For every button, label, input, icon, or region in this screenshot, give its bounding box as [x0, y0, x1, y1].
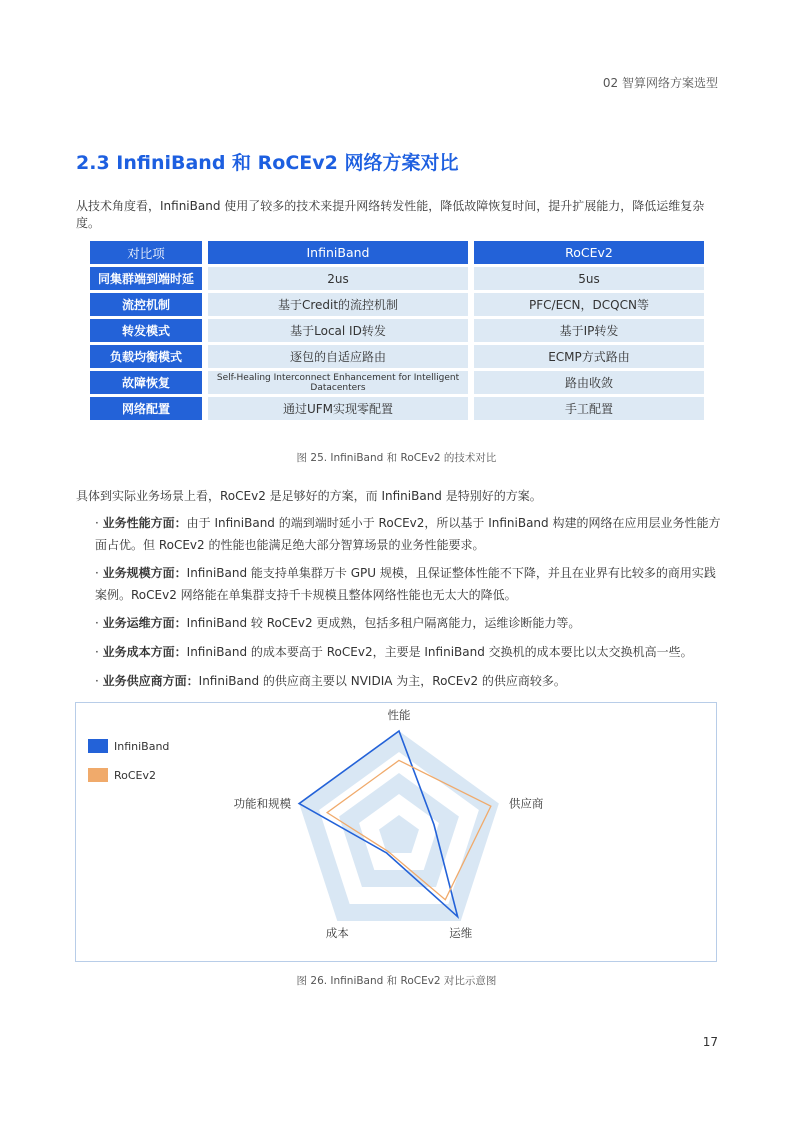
table-row — [90, 397, 704, 420]
bullet-lead: 业务运维方面： — [102, 616, 187, 630]
cell-infiniband: Self-Healing Interconnect Enhancement for Intelligent Datacenters — [208, 371, 468, 394]
bullet-ops: · 业务运维方面：InfiniBand 较 RoCEv2 更成熟，包括多租户隔离能力，运维诊断能力等。 — [95, 616, 581, 630]
row-label: 流控机制 — [90, 293, 202, 316]
section-title: 2.3 InfiniBand 和 RoCEv2 网络方案对比 — [76, 152, 459, 174]
bullet-lead: 业务供应商方面： — [102, 674, 199, 688]
cell-rocev2: 5us — [474, 267, 704, 290]
table-row — [90, 293, 704, 316]
cell-infiniband: 2us — [208, 267, 468, 290]
table-header-rocev2: RoCEv2 — [474, 241, 704, 264]
bullet-text: InfiniBand 较 RoCEv2 更成熟，包括多租户隔离能力，运维诊断能力等。 — [186, 616, 581, 630]
comparison-table — [84, 238, 710, 423]
cell-rocev2: PFC/ECN，DCQCN等 — [474, 293, 704, 316]
table-row — [90, 319, 704, 342]
bullet-lead: 业务性能方面： — [102, 516, 187, 530]
table-header-infiniband: InfiniBand — [208, 241, 468, 264]
figure-caption: 图 26. InfiniBand 和 RoCEv2 对比示意图 — [296, 975, 497, 987]
table-row — [90, 371, 704, 394]
bullet-supplier: · 业务供应商方面：InfiniBand 的供应商主要以 NVIDIA 为主，RoCEv2 的供应商较多。 — [95, 674, 566, 688]
row-label: 转发模式 — [90, 319, 202, 342]
radar-axis-label: 性能 — [387, 708, 411, 722]
legend-label: RoCEv2 — [114, 768, 157, 782]
bullet-lead: 业务成本方面： — [102, 645, 187, 659]
intro-paragraph: 从技术角度看，InfiniBand 使用了较多的技术来提升网络转发性能，降低故障恢复时间，提升扩展能力，降低运维复杂度。 — [76, 199, 705, 230]
bullet-scale: · 业务规模方面：InfiniBand 能支持单集群万卡 GPU 规模，且保证整体性能不下降，并且在业界有比较多的商用实践案例。RoCEv2 网络能在单集群支持千卡规模且整体网络性能也无太大的降低。 — [95, 566, 716, 602]
cell-rocev2: 路由收敛 — [474, 371, 704, 394]
bullet-text: InfiniBand 能支持单集群万卡 GPU 规模，且保证整体性能不下降，并且在业界有比较多的商用实践案例。RoCEv2 网络能在单集群支持千卡规模且整体网络性能也无太大的降低。 — [95, 566, 716, 602]
table-header-item: 对比项 — [90, 241, 202, 264]
radar-axis-label: 运维 — [449, 925, 473, 940]
cell-infiniband: 通过UFM实现零配置 — [208, 397, 468, 420]
table-row — [90, 267, 704, 290]
cell-infiniband: 基于Local ID转发 — [208, 319, 468, 342]
cell-rocev2: 手工配置 — [474, 397, 704, 420]
radar-axis-label: 供应商 — [508, 796, 544, 811]
radar-figure — [75, 702, 717, 962]
bullet-text: InfiniBand 的成本要高于 RoCEv2，主要是 InfiniBand 交换机的成本要比以太交换机高一些。 — [186, 645, 693, 659]
table-row — [90, 345, 704, 368]
bullet-cost: · 业务成本方面：InfiniBand 的成本要高于 RoCEv2，主要是 InfiniBand 交换机的成本要比以太交换机高一些。 — [95, 645, 693, 659]
bullet-text: 由于 InfiniBand 的端到端时延小于 RoCEv2，所以基于 InfiniBand 构建的网络在应用层业务性能方面占优。但 RoCEv2 的性能也能满足绝大部分智算场景的业务性能要求。 — [95, 516, 721, 552]
row-label: 故障恢复 — [90, 371, 202, 394]
row-label: 同集群端到端时延 — [90, 267, 202, 290]
bullet-lead: 业务规模方面： — [102, 566, 187, 580]
radar-axis-label: 功能和规模 — [233, 796, 292, 811]
header-section-label: 02 智算网络方案选型 — [602, 76, 718, 90]
bullet-performance: · 业务性能方面：由于 InfiniBand 的端到端时延小于 RoCEv2，所以基于 InfiniBand 构建的网络在应用层业务性能方面占优。但 RoCEv2 的性能也能满足绝大部分智算场景的业务性能要求。 — [95, 516, 721, 552]
row-label: 网络配置 — [90, 397, 202, 420]
cell-rocev2: 基于IP转发 — [474, 319, 704, 342]
bullet-text: InfiniBand 的供应商主要以 NVIDIA 为主，RoCEv2 的供应商较多。 — [198, 674, 566, 688]
table-caption: 图 25. InfiniBand 和 RoCEv2 的技术对比 — [296, 452, 497, 464]
cell-infiniband: 基于Credit的流控机制 — [208, 293, 468, 316]
lead-paragraph: 具体到实际业务场景上看，RoCEv2 是足够好的方案，而 InfiniBand 是特别好的方案。 — [76, 489, 542, 503]
row-label: 负载均衡模式 — [90, 345, 202, 368]
legend-label: InfiniBand — [114, 739, 170, 753]
cell-infiniband: 逐包的自适应路由 — [208, 345, 468, 368]
page-number: 17 — [702, 1035, 718, 1049]
table-header-row — [90, 241, 704, 264]
cell-rocev2: ECMP方式路由 — [474, 345, 704, 368]
radar-chart — [76, 703, 716, 961]
radar-axis-label: 成本 — [325, 925, 349, 940]
